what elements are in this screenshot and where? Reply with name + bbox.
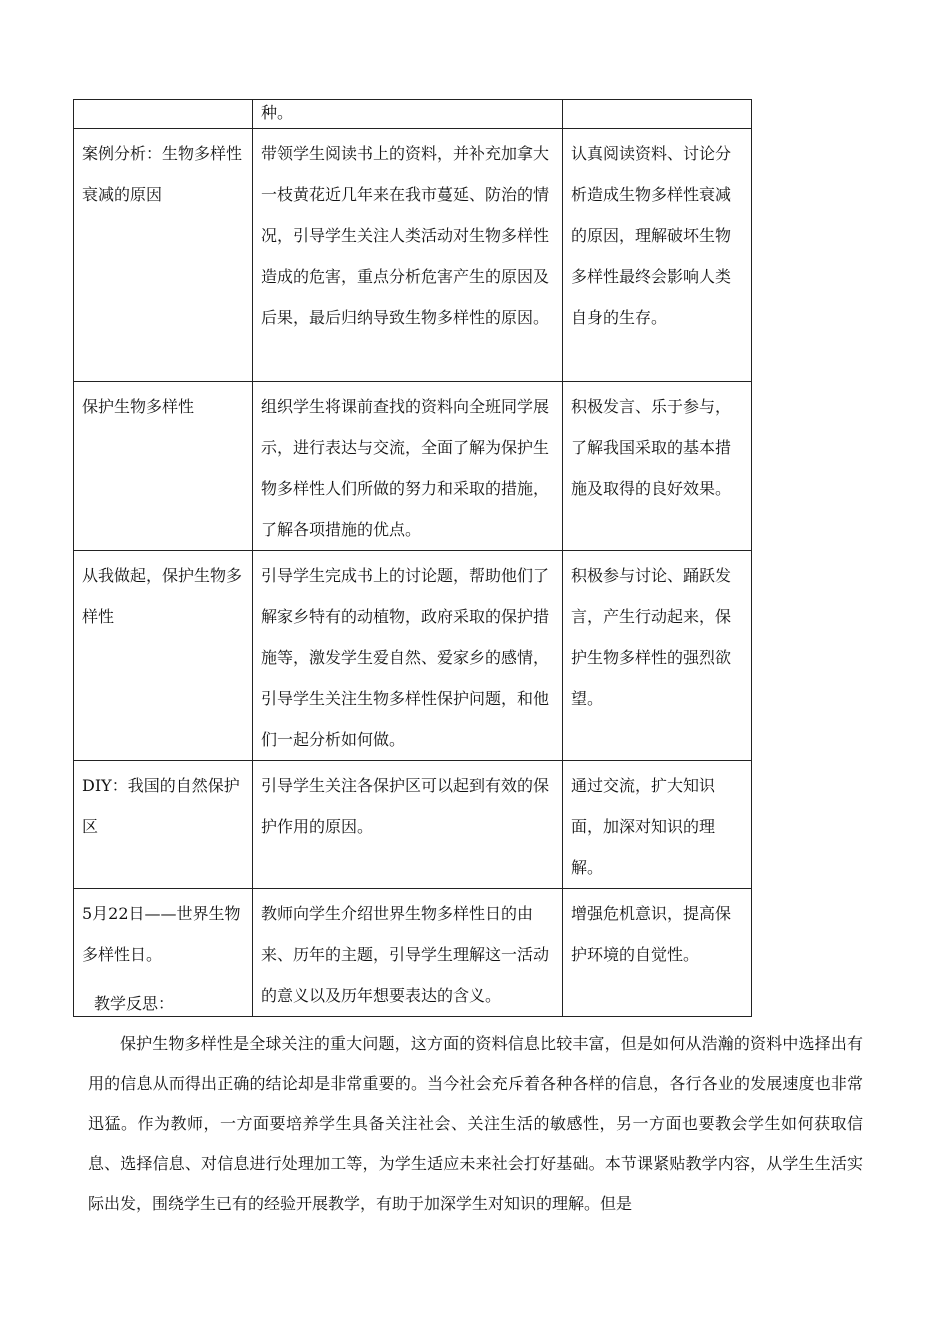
reflection-heading: 教学反思： bbox=[94, 994, 175, 1013]
teacher-activity-cell: 组织学生将课前查找的资料向全班同学展示，进行表达与交流，全面了解为保护生物多样性人们所做的努力和采取的措施，了解各项措施的优点。 bbox=[253, 382, 563, 551]
topic-cell: 案例分析：生物多样性衰减的原因 bbox=[74, 129, 253, 382]
table-row bbox=[74, 551, 752, 761]
topic-cell bbox=[74, 100, 253, 129]
student-activity-cell: 增强危机意识，提高保护环境的自觉性。 bbox=[563, 889, 752, 1017]
student-activity-cell: 积极发言、乐于参与，了解我国采取的基本措施及取得的良好效果。 bbox=[563, 382, 752, 551]
teacher-activity-cell: 种。 bbox=[253, 100, 563, 129]
reflection-paragraph: 保护生物多样性是全球关注的重大问题，这方面的资料信息比较丰富，但是如何从浩瀚的资料中选择出有用的信息从而得出正确的结论却是非常重要的。当今社会充斥着各种各样的信息，各行各业的发展速度也非常迅猛。作为教师，一方面要培养学生具备关注社会、关注生活的敏感性，另一方面也要教会学生如何获取信息、选择信息、对信息进行处理加工等，为学生适应未来社会打好基础。本节课紧贴教学内容，从学生生活实际出发，围绕学生已有的经验开展教学，有助于加深学生对知识的理解。但是 bbox=[88, 1034, 863, 1213]
teacher-activity-cell: 教师向学生介绍世界生物多样性日的由来、历年的主题，引导学生理解这一活动的意义以及历年想要表达的含义。 bbox=[253, 889, 563, 1017]
teacher-activity-cell: 引导学生关注各保护区可以起到有效的保护作用的原因。 bbox=[253, 761, 563, 889]
teacher-activity-cell: 引导学生完成书上的讨论题，帮助他们了解家乡特有的动植物，政府采取的保护措施等，激发学生爱自然、爱家乡的感情， 引导学生关注生物多样性保护问题，和他们一起分析如何做。 bbox=[253, 551, 563, 761]
table-row bbox=[74, 129, 752, 382]
teacher-activity-cell: 带领学生阅读书上的资料，并补充加拿大一枝黄花近几年来在我市蔓延、防治的情况，引导学生关注人类活动对生物多样性造成的危害，重点分析危害产生的原因及后果，最后归纳导致生物多样性的原因。 bbox=[253, 129, 563, 382]
table-row bbox=[74, 761, 752, 889]
lesson-table bbox=[73, 99, 752, 1017]
topic-cell: 5月22日——世界生物多样性日。 bbox=[74, 889, 253, 1017]
student-activity-cell: 积极参与讨论、踊跃发言，产生行动起来，保护生物多样性的强烈欲望。 bbox=[563, 551, 752, 761]
table-row bbox=[74, 889, 752, 1017]
table-row bbox=[74, 382, 752, 551]
topic-cell: 保护生物多样性 bbox=[74, 382, 253, 551]
table-row bbox=[74, 100, 752, 129]
topic-cell: DIY：我国的自然保护区 bbox=[74, 761, 253, 889]
student-activity-cell bbox=[563, 100, 752, 129]
topic-cell: 从我做起，保护生物多样性 bbox=[74, 551, 253, 761]
student-activity-cell: 通过交流，扩大知识面，加深对知识的理解。 bbox=[563, 761, 752, 889]
student-activity-cell: 认真阅读资料、讨论分析造成生物多样性衰减的原因，理解破坏生物多样性最终会影响人类自身的生存。 bbox=[563, 129, 752, 382]
